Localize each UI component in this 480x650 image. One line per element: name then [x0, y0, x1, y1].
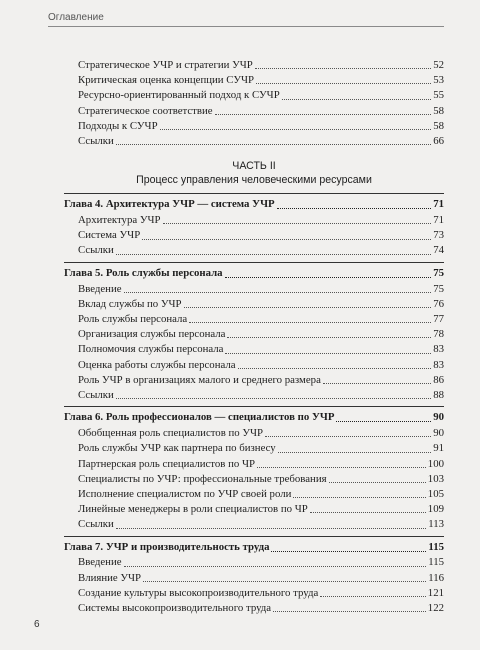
toc-entry-title: Создание культуры высокопроизводительного труда	[78, 586, 319, 599]
dot-leader	[124, 566, 427, 567]
dot-leader	[282, 99, 432, 100]
toc-entry[interactable]	[64, 502, 444, 517]
toc-entry[interactable]	[64, 556, 444, 571]
toc-entry[interactable]	[64, 327, 444, 342]
dot-leader	[143, 581, 426, 582]
toc-entry-title: Полномочия службы персонала	[78, 343, 224, 356]
toc-entry-title: Ссылки	[78, 244, 114, 257]
toc-entry[interactable]	[64, 88, 444, 103]
part-heading	[64, 159, 444, 187]
toc-entry-title: Вклад службы по УЧР	[78, 297, 182, 310]
toc-entry-page: 103	[427, 472, 444, 485]
dot-leader	[227, 337, 431, 338]
dot-leader	[215, 114, 432, 115]
dot-leader	[265, 436, 431, 437]
toc-entry[interactable]	[64, 312, 444, 327]
toc-entry-page: 74	[433, 244, 444, 257]
dot-leader	[320, 596, 426, 597]
toc-entry-title: Влияние УЧР	[78, 571, 142, 584]
chapter-page: 115	[428, 540, 444, 553]
toc-entry-title: Подходы к СУЧР	[78, 119, 158, 132]
toc-entry-title: Исполнение специалистом по УЧР своей роли	[78, 487, 292, 500]
toc-entry-title: Линейные менеджеры в роли специалистов по ЧР	[78, 503, 308, 516]
toc-entry-title: Партнерская роль специалистов по ЧР	[78, 457, 255, 470]
chapter-title: Глава 7. УЧР и производительность труда	[64, 540, 270, 553]
toc-entry-title: Ссылки	[78, 518, 114, 531]
toc-entry-page: 113	[428, 518, 444, 531]
dot-leader	[257, 467, 426, 468]
dot-leader	[116, 144, 431, 145]
toc-entry-page: 91	[433, 442, 444, 455]
toc-entry[interactable]	[64, 373, 444, 388]
chapter-block	[64, 262, 444, 407]
part-title: Процесс управления человеческими ресурсами	[136, 174, 372, 187]
toc-entry[interactable]	[64, 213, 444, 228]
chapter-block	[64, 536, 444, 620]
chapter-block	[64, 193, 444, 262]
toc-entry-page: 86	[433, 373, 444, 386]
dot-leader	[225, 353, 431, 354]
toc-entry-title: Система УЧР	[78, 229, 141, 242]
toc-entry-title: Организация службы персонала	[78, 328, 226, 341]
toc-entry[interactable]	[64, 134, 444, 149]
toc-entry[interactable]	[64, 487, 444, 502]
dot-leader	[116, 398, 431, 399]
chapter-entry[interactable]	[64, 409, 444, 426]
chapter-entry[interactable]	[64, 265, 444, 282]
dot-leader	[278, 452, 432, 453]
dot-leader	[142, 239, 431, 240]
dot-leader	[273, 611, 426, 612]
toc-entry-title: Критическая оценка концепции СУЧР	[78, 74, 254, 87]
toc-entry-page: 78	[433, 328, 444, 341]
toc-entry-page: 55	[433, 89, 444, 102]
dot-leader	[277, 208, 432, 209]
toc-entry-title: Роль УЧР в организациях малого и среднего размера	[78, 373, 321, 386]
running-header: Оглавление	[48, 12, 444, 27]
toc-entry[interactable]	[64, 441, 444, 456]
dot-leader	[160, 129, 432, 130]
toc-entry-title: Роль службы персонала	[78, 313, 188, 326]
toc-entry-title: Ссылки	[78, 388, 114, 401]
toc-entry-page: 100	[427, 457, 444, 470]
chapter-entry[interactable]	[64, 196, 444, 213]
toc-entry-page: 66	[433, 134, 444, 147]
page-number: 6	[34, 619, 40, 630]
toc-entry-title: Обобщенная роль специалистов по УЧР	[78, 427, 264, 440]
toc-entry-page: 71	[433, 214, 444, 227]
dot-leader	[116, 254, 431, 255]
toc-entry-title: Роль службы УЧР как партнера по бизнесу	[78, 442, 276, 455]
toc-entry[interactable]	[64, 472, 444, 487]
toc-entry-page: 109	[427, 503, 444, 516]
toc-entry-title: Оценка работы службы персонала	[78, 358, 236, 371]
toc-entry[interactable]	[64, 586, 444, 601]
toc-entry-page: 75	[433, 282, 444, 295]
chapter-title: Глава 5. Роль службы персонала	[64, 266, 223, 279]
toc-entry-page: 73	[433, 229, 444, 242]
toc-entry[interactable]	[64, 426, 444, 441]
toc-entry-page: 58	[433, 104, 444, 117]
toc-entry-title: Введение	[78, 556, 122, 569]
toc-entry-title: Ссылки	[78, 134, 114, 147]
toc-entry-page: 116	[428, 571, 444, 584]
part-label: ЧАСТЬ II	[232, 160, 276, 173]
dot-leader	[293, 497, 425, 498]
toc-entry-title: Архитектура УЧР	[78, 214, 161, 227]
toc-entry-page: 90	[433, 427, 444, 440]
toc-entry[interactable]	[64, 58, 444, 73]
toc-entry[interactable]	[64, 244, 444, 259]
toc-entry-page: 121	[427, 586, 444, 599]
toc-entry-title: Введение	[78, 282, 122, 295]
toc-entry-page: 77	[433, 313, 444, 326]
dot-leader	[238, 368, 432, 369]
toc-entry-title: Стратегическое УЧР и стратегии УЧР	[78, 58, 253, 71]
table-of-contents	[64, 58, 444, 619]
toc-entry-title: Специалисты по УЧР: профессиональные требования	[78, 472, 327, 485]
toc-entry[interactable]	[64, 571, 444, 586]
chapter-block	[64, 406, 444, 535]
toc-entry-page: 52	[433, 58, 444, 71]
chapter-page: 75	[433, 266, 444, 279]
toc-entry-page: 105	[427, 487, 444, 500]
dot-leader	[163, 223, 432, 224]
toc-entry-title: Стратегическое соответствие	[78, 104, 213, 117]
toc-entry-page: 88	[433, 388, 444, 401]
toc-entry[interactable]	[64, 517, 444, 532]
top-entries	[64, 58, 444, 149]
toc-entry[interactable]	[64, 388, 444, 403]
dot-leader	[116, 528, 426, 529]
toc-entry-page: 58	[433, 119, 444, 132]
toc-entry-page: 83	[433, 358, 444, 371]
dot-leader	[329, 482, 426, 483]
toc-entry[interactable]	[64, 297, 444, 312]
toc-entry[interactable]	[64, 73, 444, 88]
dot-leader	[255, 68, 431, 69]
toc-entry[interactable]	[64, 601, 444, 616]
dot-leader	[189, 322, 431, 323]
toc-entry[interactable]	[64, 228, 444, 243]
toc-entry-page: 83	[433, 343, 444, 356]
dot-leader	[271, 551, 426, 552]
toc-entry[interactable]	[64, 342, 444, 357]
toc-entry-title: Ресурсно-ориентированный подход к СУЧР	[78, 89, 280, 102]
toc-entry-page: 115	[428, 556, 444, 569]
dot-leader	[184, 307, 432, 308]
toc-entry-page: 122	[427, 602, 444, 615]
chapter-entry[interactable]	[64, 539, 444, 556]
dot-leader	[310, 512, 426, 513]
toc-entry-page: 76	[433, 297, 444, 310]
chapter-page: 71	[433, 198, 444, 211]
dot-leader	[323, 383, 431, 384]
toc-entry[interactable]	[64, 358, 444, 373]
dot-leader	[124, 292, 432, 293]
dot-leader	[336, 421, 431, 422]
dot-leader	[256, 83, 431, 84]
chapter-title: Глава 6. Роль профессионалов — специалистов по УЧР	[64, 411, 335, 424]
toc-entry[interactable]	[64, 119, 444, 134]
chapter-title: Глава 4. Архитектура УЧР — система УЧР	[64, 198, 275, 211]
toc-entry[interactable]	[64, 104, 444, 119]
toc-entry[interactable]	[64, 282, 444, 297]
chapter-page: 90	[433, 411, 444, 424]
dot-leader	[225, 277, 432, 278]
toc-entry[interactable]	[64, 457, 444, 472]
toc-entry-title: Системы высокопроизводительного труда	[78, 602, 272, 615]
toc-entry-page: 53	[433, 74, 444, 87]
